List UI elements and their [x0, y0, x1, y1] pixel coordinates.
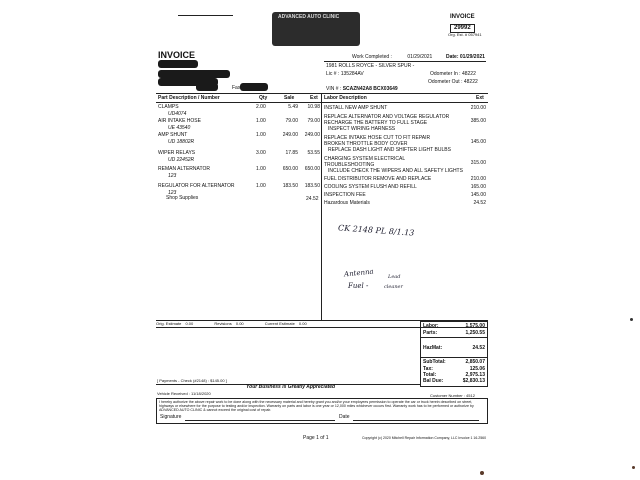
- parts-header-desc: Part Description / Number: [158, 95, 220, 101]
- page-number: Page 1 of 1: [303, 435, 329, 441]
- parts-header-ext: Ext: [310, 95, 318, 101]
- revisions-value: 0.00: [235, 321, 244, 326]
- labor-row: [324, 114, 486, 132]
- part-number: UD 22452R: [168, 157, 195, 163]
- part-sale: 79.00: [285, 118, 298, 124]
- labor-line: FUEL DISTRIBUTOR REMOVE AND REPLACE: [324, 176, 432, 182]
- vin-value: SCAZN42A8 BCX03649: [342, 86, 398, 92]
- total-label: Labor:: [423, 323, 439, 329]
- part-row: [156, 166, 321, 182]
- part-sale: 5.49: [288, 104, 298, 110]
- customer-number-value: 4512: [466, 393, 475, 398]
- header-rule: [324, 61, 486, 62]
- total-value: 2,975.13: [465, 372, 485, 378]
- part-number: UE 43540: [168, 125, 191, 131]
- invoice-box-title: INVOICE: [450, 14, 475, 20]
- customer-redaction-2: [158, 70, 230, 78]
- part-qty: 2.00: [256, 104, 266, 110]
- total-value: 1,250.55: [465, 330, 485, 336]
- appreciation: Your Business is Greatly Appreciated: [246, 384, 336, 390]
- odometer-in: [430, 71, 476, 77]
- shop-name: ADVANCED AUTO CLINIC: [278, 14, 340, 20]
- lic-label: Lic # :: [326, 71, 340, 77]
- part-sale: 249.00: [282, 132, 298, 138]
- totals-rule: [421, 357, 487, 358]
- invoice-title: INVOICE: [158, 50, 196, 60]
- labor-ext: 165.00: [470, 184, 486, 190]
- license: [326, 71, 364, 77]
- column-divider: [321, 94, 322, 320]
- part-name: WIPER RELAYS: [158, 150, 196, 156]
- org-est-value: 057941: [468, 32, 482, 37]
- part-qty: 1.00: [256, 183, 266, 189]
- shop-supplies-label: Shop Supplies: [166, 195, 199, 201]
- vin-label: VIN # :: [326, 86, 342, 92]
- part-name: CLAMPS: [158, 104, 179, 110]
- customer-number-label: Customer Number :: [430, 393, 465, 398]
- labor-header-ext: Ext: [476, 95, 484, 101]
- part-sale: 17.85: [285, 150, 298, 156]
- labor-header-desc: Labor Description: [324, 95, 367, 101]
- fax-label: Fax: [232, 85, 241, 91]
- vehicle-received: Vehicle Received : 11/18/2020: [157, 391, 211, 396]
- work-completed: [352, 54, 432, 60]
- org-est-label: Org. Est. #: [448, 32, 468, 37]
- part-number: UD 18802R: [168, 139, 195, 145]
- labor-line: REPLACE DASH LIGHT AND SHIFTER LIGHT BULBS: [328, 147, 451, 153]
- total-label: SubTotal:: [423, 359, 446, 365]
- labor-row: [324, 192, 486, 198]
- customer-redaction-1: [158, 60, 198, 68]
- total-label: Total:: [423, 372, 437, 378]
- labor-line: REPLACE INTAKE HOSE CUT TO FIT REPAIR: [324, 135, 431, 141]
- part-qty: 1.00: [256, 132, 266, 138]
- handwritten-fuel: Fuel -: [348, 282, 369, 290]
- labor-ext: 145.00: [470, 192, 486, 198]
- part-ext: 183.50: [304, 183, 320, 189]
- authorization-text: I hereby authorize the above repair work to be done along with the necessary material and hereby grant you and/or your employees permission to operate the car or truck herein described on street, highways or elsewhere for the purpose to testing and/or inspection. Warranty on parts and labor is one year or 12,000 miles whichever occurs first. Warranty work has to be performed or authorize by ADVANCED AUTO CLINIC & cannot exceed the original cost of repair.: [159, 400, 474, 413]
- table-header-rule: [156, 102, 488, 103]
- handwritten-cleaner: cleaner: [384, 284, 403, 290]
- lic-value: 135284AV: [340, 71, 364, 77]
- part-row: [156, 150, 321, 166]
- part-name: REGULATOR FOR ALTERNATOR: [158, 183, 235, 189]
- speck: [630, 318, 633, 321]
- current-estimate-value: 0.00: [298, 321, 307, 326]
- invoice-date: [446, 54, 485, 60]
- line-items-table: [156, 93, 488, 321]
- part-name: REMAN ALTERNATOR: [158, 166, 210, 172]
- total-label: Bal Due:: [423, 378, 444, 384]
- vin: [326, 86, 398, 92]
- total-value: 24.52: [472, 345, 485, 351]
- odo-in-label: Odometer In :: [430, 71, 461, 77]
- work-completed-date: 01/29/2021: [407, 54, 433, 60]
- labor-row: [324, 184, 486, 190]
- labor-line: INSPECTION FEE: [324, 192, 366, 198]
- labor-row: [324, 105, 486, 111]
- customer-redaction-4: [196, 83, 218, 91]
- part-sale: 183.50: [282, 183, 298, 189]
- part-ext: 10.98: [307, 104, 320, 110]
- authorization-box: [156, 398, 488, 424]
- shop-supplies-ext: 24.52: [306, 196, 319, 202]
- total-value: 125.06: [469, 366, 485, 372]
- total-label: Tax:: [423, 366, 433, 372]
- part-number: 123: [168, 173, 177, 179]
- labor-line: Hazardous Materials: [324, 200, 370, 206]
- total-value: 2,850.07: [465, 359, 485, 365]
- handwritten-antenna: Antenna: [343, 267, 375, 279]
- labor-ext: 145.00: [470, 139, 486, 145]
- labor-line: RECHARGE THE BATTERY TO FULL STAGE: [324, 120, 428, 126]
- date-label: Date:: [446, 54, 459, 60]
- parts-header-qty: Qty: [259, 95, 268, 101]
- part-qty: 1.00: [256, 166, 266, 172]
- copyright: Copyright (c) 2020 Mitchell Repair Information Company, LLC Invoice 1 16.2560: [362, 436, 487, 440]
- labor-row: [324, 200, 486, 206]
- date-value: 01/29/2021: [459, 54, 485, 60]
- labor-line: BROKEN THROTTLE BODY COVER: [324, 141, 408, 147]
- labor-ext: 315.00: [470, 160, 486, 166]
- signature-line[interactable]: [185, 420, 335, 421]
- labor-line: CHARGING SYSTEM ELECTRICAL: [324, 156, 406, 162]
- labor-ext: 210.00: [470, 176, 486, 182]
- total-value: $2,830.13: [462, 378, 485, 384]
- labor-line: INSPECT WIRING HARNESS: [328, 126, 396, 132]
- payments: [ Payments - Check (#2148) : $145.00 ]: [157, 378, 227, 383]
- totals-rule: [421, 337, 487, 338]
- parts-header-sale: Sale: [284, 95, 295, 101]
- labor-line: INCLUDE CHECK THE WIPERS AND ALL SAFETY LIGHTS: [328, 168, 463, 174]
- part-row: [156, 132, 321, 148]
- total-value: 1,575.00: [465, 323, 485, 329]
- labor-line: COOLING SYSTEM FLUSH AND REFILL: [324, 184, 417, 190]
- part-number: 123: [168, 190, 177, 196]
- labor-row: [324, 176, 486, 182]
- part-qty: 3.00: [256, 150, 266, 156]
- part-sale: 650.00: [282, 166, 298, 172]
- date-sig-line[interactable]: [353, 420, 479, 421]
- totals-box: [420, 321, 488, 387]
- fax: [232, 85, 240, 91]
- odo-out-value: 48222: [463, 79, 478, 85]
- odo-in-value: 48222: [461, 71, 476, 77]
- part-ext: 53.55: [307, 150, 320, 156]
- odometer-out: [428, 79, 478, 85]
- handwritten-lead: Lead: [388, 274, 401, 280]
- signature-label: Signature: [160, 414, 182, 420]
- labor-line: TROUBLESHOOTING: [324, 162, 375, 168]
- vehicle-desc: 1981 ROLLS ROYCE - SILVER SPUR -: [326, 63, 415, 69]
- orig-estimate-label: Orig. Estimate: [156, 321, 182, 326]
- part-qty: 1.00: [256, 118, 266, 124]
- date-sig-label: Date: [339, 414, 350, 420]
- work-completed-label: Work Completed :: [352, 54, 392, 60]
- phone-redaction: [240, 83, 268, 91]
- labor-ext: 385.00: [470, 118, 486, 124]
- labor-line: REPLACE ALTERNATOR AND VOLTAGE REGULATOR: [324, 114, 450, 120]
- part-name: AIR INTAKE HOSE: [158, 118, 201, 124]
- speck: [632, 466, 635, 469]
- labor-row: [324, 156, 486, 174]
- top-rule: [178, 15, 233, 16]
- total-label: Parts:: [423, 330, 438, 336]
- part-number: UD4074: [168, 111, 187, 117]
- part-ext: 79.00: [307, 118, 320, 124]
- odo-out-label: Odometer Out :: [428, 79, 463, 85]
- labor-row: [324, 135, 486, 153]
- org-est: [448, 32, 482, 37]
- labor-ext: 24.52: [473, 200, 486, 206]
- revisions-label: Revisions: [214, 321, 232, 326]
- orig-estimate-value: 0.00: [185, 321, 194, 326]
- part-name: AMP SHUNT: [158, 132, 188, 138]
- speck: [480, 471, 484, 475]
- part-ext: 249.00: [304, 132, 320, 138]
- total-label: HazMat:: [423, 345, 443, 351]
- shop-header: [272, 12, 362, 46]
- current-estimate-label: Current Estimate: [264, 321, 295, 326]
- invoice-number: 29992: [450, 24, 475, 33]
- labor-ext: 210.00: [470, 105, 486, 111]
- labor-line: INSTALL NEW AMP SHUNT: [324, 105, 388, 111]
- handwritten-check-note: CK 2148 PL 8/1.13: [337, 223, 415, 238]
- part-ext: 650.00: [304, 166, 320, 172]
